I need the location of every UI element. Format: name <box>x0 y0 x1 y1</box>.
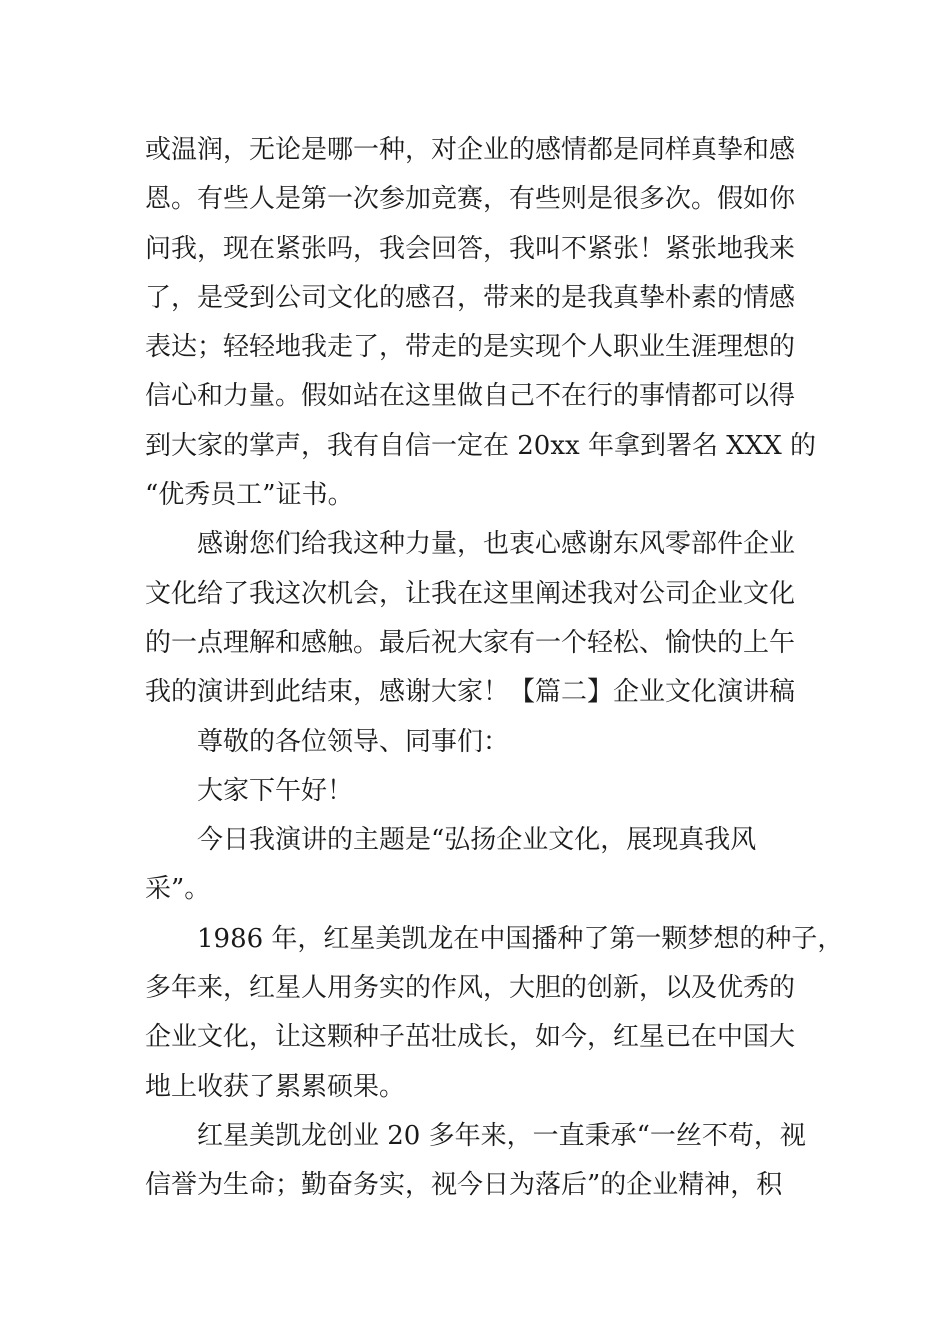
document-body <box>145 126 844 1211</box>
text-line: 企业文化，让这颗种子茁壮成长，如今，红星已在中国大 <box>145 1022 796 1053</box>
text-line: 或温润，无论是哪一种，对企业的感情都是同样真挚和感 <box>145 135 796 165</box>
paragraph-start-line: 感谢您们给我这种力量，也衷心感谢东风零部件企业 <box>197 529 796 560</box>
paragraph-start-line: 今日我演讲的主题是“弘扬企业文化，展现真我风 <box>197 825 757 856</box>
text-line: 信心和力量。假如站在这里做自己不在行的事情都可以得 <box>145 381 796 412</box>
text-line: 到大家的掌声，我有自信一定在 20xx 年拿到署名 XXX 的 <box>145 430 816 461</box>
text-line: 文化给了我这次机会，让我在这里阐述我对公司企业文化 <box>145 578 796 609</box>
text-line: 恩。有些人是第一次参加竞赛，有些则是很多次。假如你 <box>145 184 796 215</box>
paragraph-start-line: 1986 年，红星美凯龙在中国播种了第一颗梦想的种子， <box>197 923 844 954</box>
text-line: 了，是受到公司文化的感召，带来的是我真挚朴素的情感 <box>145 282 796 313</box>
salutation-line: 尊敬的各位领导、同事们： <box>197 726 510 757</box>
text-line: 信誉为生命；勤奋务实，视今日为落后”的企业精神，积 <box>145 1170 783 1201</box>
text-line: 采”。 <box>145 874 211 905</box>
paragraph-start-line: 红星美凯龙创业 20 多年来，一直秉承“一丝不苟，视 <box>197 1120 806 1151</box>
greeting-line: 大家下午好！ <box>197 775 354 806</box>
text-line: 我的演讲到此结束，感谢大家！【篇二】企业文化演讲稿 <box>145 677 796 708</box>
text-line: 问我，现在紧张吗，我会回答，我叫不紧张！紧张地我来 <box>145 233 796 264</box>
text-line: 地上收获了累累硕果。 <box>145 1071 406 1102</box>
text-line: 多年来，红星人用务实的作风，大胆的创新，以及优秀的 <box>145 973 796 1004</box>
text-line: 的一点理解和感触。最后祝大家有一个轻松、愉快的上午 <box>145 627 796 658</box>
text-line: “优秀员工”证书。 <box>145 480 354 511</box>
text-line: 表达；轻轻地我走了，带走的是实现个人职业生涯理想的 <box>145 332 796 363</box>
